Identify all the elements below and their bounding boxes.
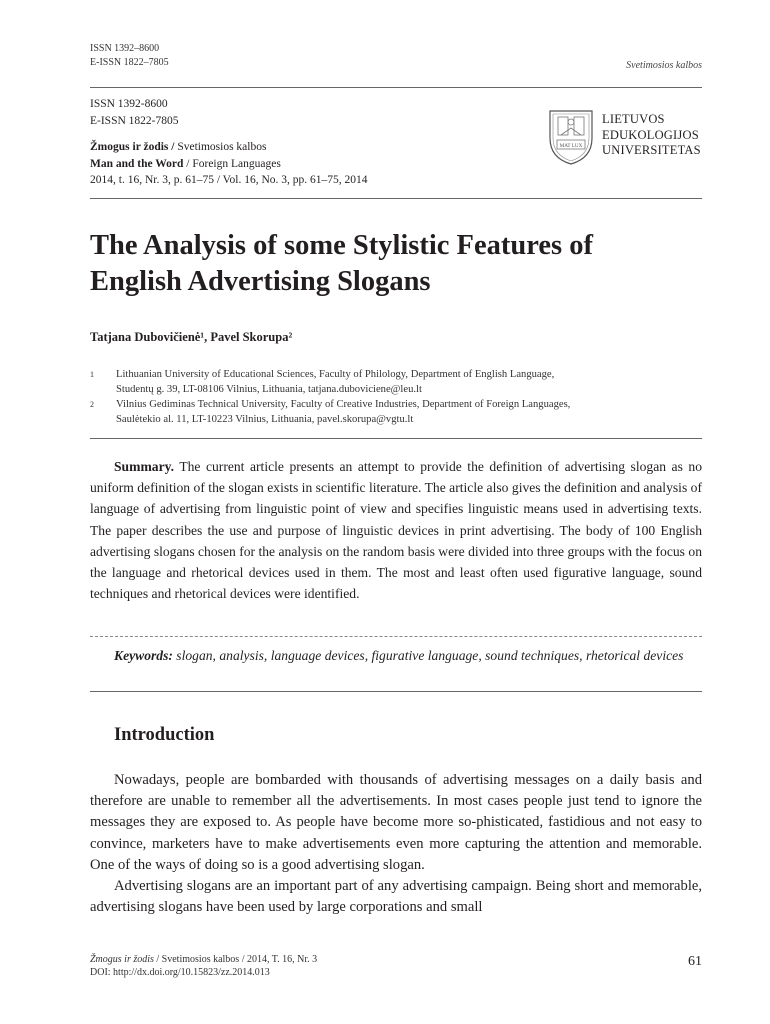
affiliation-number: 1 <box>90 370 94 379</box>
introduction-paragraph-2: Advertising slogans are an important part of any advertising campaign. Being short and memorable, advertising slogans have been used by large corporations and small <box>90 878 702 916</box>
journal-title-lt-bold: Žmogus ir žodis / <box>90 141 175 153</box>
page-number: 61 <box>688 954 702 969</box>
journal-title-en-bold: Man and the Word <box>90 157 184 170</box>
keywords-label: Keywords: <box>114 648 173 663</box>
footer-journal-rest: / Svetimosios kalbos / 2014, T. 16, Nr. 3 <box>153 954 318 965</box>
summary-rule <box>90 636 702 637</box>
article-title-line2: English Advertising Slogans <box>90 266 431 297</box>
running-issn-print: ISSN 1392–8600 <box>90 43 160 54</box>
journal-header <box>90 96 510 189</box>
affiliation-2-line2: Saulėtekio al. 11, LT-10223 Vilnius, Lithuania, pavel.skorupa@vgtu.lt <box>116 414 414 425</box>
affiliation-2 <box>90 397 710 427</box>
affiliation-number: 2 <box>90 400 94 409</box>
journal-title-en <box>90 156 510 173</box>
authors: Tatjana Dubovičienė¹, Pavel Skorupa² <box>90 330 293 344</box>
keywords-text: slogan, analysis, language devices, figurative language, sound techniques, rhetorical devices <box>172 648 684 663</box>
section-heading-introduction: Introduction <box>114 725 215 745</box>
keywords-rule <box>90 691 702 692</box>
summary <box>90 456 702 604</box>
university-name-line1: LIETUVOS <box>602 112 665 126</box>
running-issn <box>90 42 169 70</box>
affiliation-text <box>116 397 570 427</box>
eissn: E-ISSN 1822-7805 <box>90 114 179 127</box>
university-name <box>602 112 701 159</box>
running-journal-name: Svetimosios kalbos <box>626 60 702 71</box>
affiliation-2-line1: Vilnius Gediminas Technical University, Faculty of Creative Industries, Department of Foreign Languages, <box>116 399 571 410</box>
doi-link[interactable]: DOI: http://dx.doi.org/10.15823/zz.2014.013 <box>90 967 270 978</box>
citation: 2014, t. 16, Nr. 3, p. 61–75 / Vol. 16, No. 3, pp. 61–75, 2014 <box>90 174 368 186</box>
university-name-line3: UNIVERSITETAS <box>602 143 701 157</box>
header-rule <box>90 198 702 199</box>
article-title-line1: The Analysis of some Stylistic Features of <box>90 230 593 261</box>
affiliation-1 <box>90 367 710 397</box>
university-logo <box>547 108 595 166</box>
journal-title-lt <box>90 139 510 156</box>
journal-title-en-rest: / Foreign Languages <box>183 157 281 170</box>
top-rule <box>90 87 702 88</box>
running-issn-electronic: E-ISSN 1822–7805 <box>90 57 169 68</box>
summary-label: Summary. <box>114 459 175 474</box>
summary-text: The current article presents an attempt to provide the definition of advertising slogan as no uniform definition of the slogan exists in scientific literature. The article also gives the definition and analysis of language of advertising from linguistic point of view and specifies linguistic means used in advertising texts. The paper describes the use and purpose of linguistic devices in print advertising. The body of 100 English advertising slogans chosen for the analysis on the random basis were divided into three groups with the focus on the language and rhetorical devices used in them. The most and least often used figurative language, sound techniques and rhetorical devices were identified. <box>90 459 702 602</box>
affiliation-1-line2: Studentų g. 39, LT-08106 Vilnius, Lithuania, tatjana.duboviciene@leu.lt <box>116 384 422 395</box>
keywords <box>90 645 702 666</box>
affiliation-rule <box>90 438 702 439</box>
logo-motto: MAT LUX <box>559 143 583 149</box>
footer-journal <box>90 953 317 966</box>
article-title <box>90 228 710 300</box>
issn: ISSN 1392-8600 <box>90 98 168 110</box>
journal-title-lt-rest: Svetimosios kalbos <box>174 141 267 153</box>
introduction-body <box>90 770 702 918</box>
introduction-paragraph-1: Nowadays, people are bombarded with thousands of advertising messages on a daily basis and therefore are unable to remember all the advertisements. In most cases people just tend to ignore the messages they are exposed to. As people have become more so-phisticated, fastidious and not easy to convince, marketers have to make advertisements even more capturing the attention and memorable. One of the ways of doing so is a good advertising slogan. <box>90 772 702 873</box>
affiliations <box>90 367 710 427</box>
page-footer <box>90 953 317 979</box>
university-name-line2: EDUKOLOGIJOS <box>602 127 699 142</box>
affiliation-1-line1: Lithuanian University of Educational Sciences, Faculty of Philology, Department of English Language, <box>116 369 555 380</box>
footer-journal-italic: Žmogus ir žodis <box>90 954 154 965</box>
affiliation-text <box>116 367 554 397</box>
